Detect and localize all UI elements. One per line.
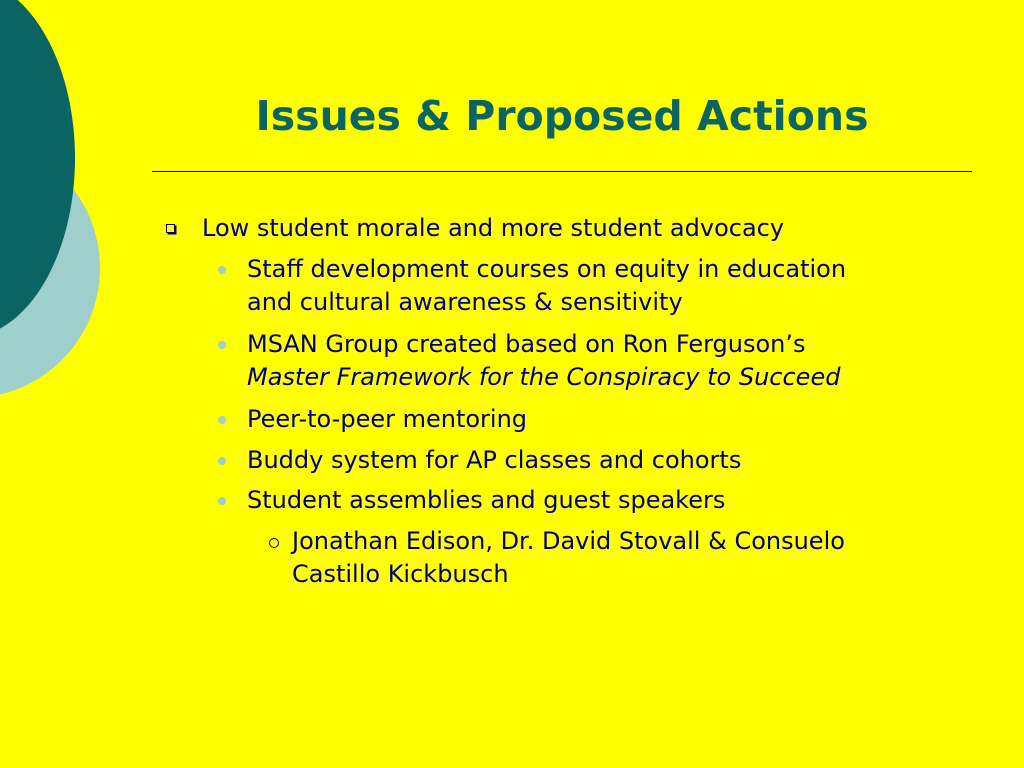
bullet-l3-text-b: Castillo Kickbusch bbox=[292, 560, 509, 588]
bullet-l2-text-3: Peer-to-peer mentoring bbox=[247, 405, 528, 433]
dot-bullet-icon bbox=[218, 341, 226, 349]
dot-bullet-icon bbox=[218, 457, 226, 465]
book-title-italic: Master Framework for the Conspiracy to Succeed bbox=[247, 363, 841, 391]
slide-title: Issues & Proposed Actions bbox=[255, 92, 869, 140]
square-bullet-icon bbox=[166, 224, 175, 233]
dot-bullet-icon bbox=[218, 416, 226, 424]
bullet-l2-text-1b: and cultural awareness & sensitivity bbox=[247, 288, 683, 316]
bullet-l2-text-2a: MSAN Group created based on Ron Ferguson’s bbox=[247, 330, 806, 358]
bullet-l1-text: Low student morale and more student advocacy bbox=[202, 214, 785, 242]
bullet-l2-text-2b bbox=[247, 361, 840, 394]
bullet-l2-text-4: Buddy system for AP classes and cohorts bbox=[247, 446, 742, 474]
bullet-l2-text-5: Student assemblies and guest speakers bbox=[247, 486, 726, 514]
ring-bullet-icon bbox=[269, 538, 279, 548]
dot-bullet-icon bbox=[218, 497, 226, 505]
bullet-l3-text-a: Jonathan Edison, Dr. David Stovall & Consuelo bbox=[292, 527, 845, 555]
dot-bullet-icon bbox=[218, 266, 226, 274]
bullet-l2-text-1a: Staff development courses on equity in education bbox=[247, 255, 847, 283]
